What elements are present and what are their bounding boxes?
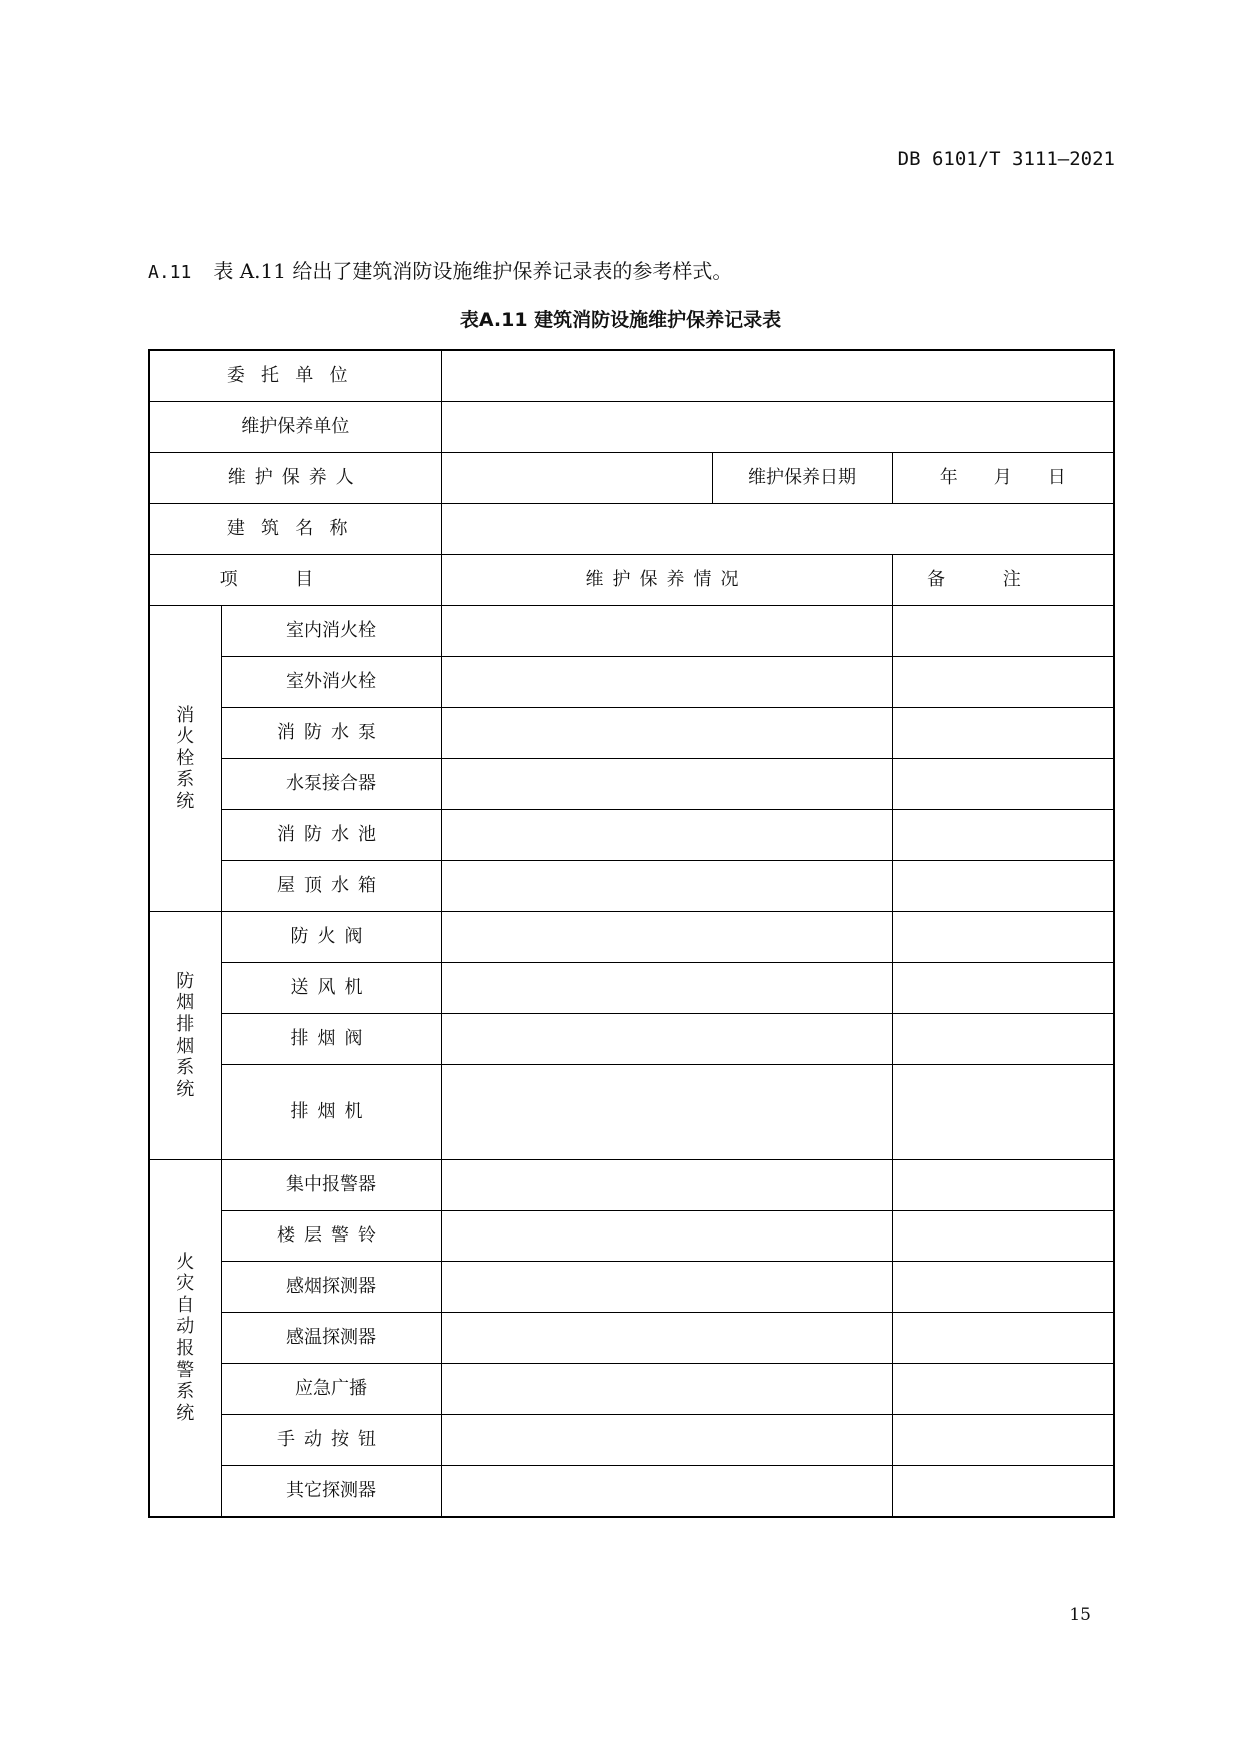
table-row	[149, 504, 1114, 555]
item-label: 防火阀	[221, 912, 441, 963]
item-label: 室外消火栓	[221, 657, 441, 708]
status-field[interactable]	[441, 810, 892, 861]
table-row	[149, 1065, 1114, 1160]
client-value-field[interactable]	[441, 350, 1114, 402]
item-label: 送风机	[221, 963, 441, 1014]
table-row	[149, 1262, 1114, 1313]
item-label: 楼层警铃	[221, 1211, 441, 1262]
remark-field[interactable]	[892, 963, 1114, 1014]
group-smoke-label: 防 烟 排 烟 系 统	[149, 912, 221, 1160]
table-row	[149, 1466, 1114, 1518]
col-remark-header: 备注	[892, 555, 1114, 606]
table-row	[149, 453, 1114, 504]
unit-value-field[interactable]	[441, 402, 1114, 453]
remark-field[interactable]	[892, 1466, 1114, 1518]
page-number: 15	[1069, 1605, 1091, 1625]
maintenance-record-table	[148, 349, 1115, 1518]
remark-field[interactable]	[892, 1065, 1114, 1160]
status-field[interactable]	[441, 1364, 892, 1415]
item-label: 手动按钮	[221, 1415, 441, 1466]
item-label: 感烟探测器	[221, 1262, 441, 1313]
table-row	[149, 606, 1114, 657]
remark-field[interactable]	[892, 1160, 1114, 1211]
group-hydrant-label: 消 火 栓 系 统	[149, 606, 221, 912]
date-value-field[interactable]	[892, 453, 1114, 504]
status-field[interactable]	[441, 708, 892, 759]
status-field[interactable]	[441, 1160, 892, 1211]
status-field[interactable]	[441, 1466, 892, 1518]
remark-field[interactable]	[892, 759, 1114, 810]
status-field[interactable]	[441, 1313, 892, 1364]
remark-field[interactable]	[892, 1262, 1114, 1313]
status-field[interactable]	[441, 1262, 892, 1313]
item-label: 室内消火栓	[221, 606, 441, 657]
item-label: 排烟阀	[221, 1014, 441, 1065]
remark-field[interactable]	[892, 1313, 1114, 1364]
status-field[interactable]	[441, 1415, 892, 1466]
table-row	[149, 1014, 1114, 1065]
status-field[interactable]	[441, 606, 892, 657]
table-row	[149, 708, 1114, 759]
status-field[interactable]	[441, 1014, 892, 1065]
table-row	[149, 759, 1114, 810]
intro-text: 表 A.11 给出了建筑消防设施维护保养记录表的参考样式。	[213, 259, 733, 283]
intro-paragraph	[148, 255, 732, 284]
item-label: 其它探测器	[221, 1466, 441, 1518]
table-row	[149, 810, 1114, 861]
date-year: 年	[939, 467, 958, 489]
remark-field[interactable]	[892, 861, 1114, 912]
remark-field[interactable]	[892, 1415, 1114, 1466]
remark-field[interactable]	[892, 912, 1114, 963]
item-label: 排烟机	[221, 1065, 441, 1160]
document-id: DB 6101/T 3111—2021	[897, 148, 1115, 170]
status-field[interactable]	[441, 1065, 892, 1160]
table-row	[149, 912, 1114, 963]
table-row	[149, 861, 1114, 912]
col-item-header: 项目	[149, 555, 441, 606]
status-field[interactable]	[441, 861, 892, 912]
item-label: 消防水池	[221, 810, 441, 861]
item-label: 感温探测器	[221, 1313, 441, 1364]
table-row	[149, 1160, 1114, 1211]
remark-field[interactable]	[892, 1014, 1114, 1065]
table-header-row	[149, 555, 1114, 606]
remark-field[interactable]	[892, 606, 1114, 657]
date-label: 维护保养日期	[712, 453, 892, 504]
date-month: 月	[993, 467, 1012, 489]
item-label: 消防水泵	[221, 708, 441, 759]
item-label: 水泵接合器	[221, 759, 441, 810]
person-value-field[interactable]	[441, 453, 712, 504]
date-day: 日	[1047, 467, 1066, 489]
table-row	[149, 350, 1114, 402]
item-label: 集中报警器	[221, 1160, 441, 1211]
table-row	[149, 963, 1114, 1014]
person-label: 维护保养人	[149, 453, 441, 504]
status-field[interactable]	[441, 759, 892, 810]
group-alarm-label: 火 灾 自 动 报 警 系 统	[149, 1160, 221, 1518]
clause-number: A.11	[148, 262, 192, 283]
remark-field[interactable]	[892, 810, 1114, 861]
item-label: 屋顶水箱	[221, 861, 441, 912]
status-field[interactable]	[441, 1211, 892, 1262]
table-row	[149, 1364, 1114, 1415]
remark-field[interactable]	[892, 1211, 1114, 1262]
status-field[interactable]	[441, 912, 892, 963]
table-row	[149, 402, 1114, 453]
status-field[interactable]	[441, 657, 892, 708]
table-row	[149, 1211, 1114, 1262]
table-row	[149, 657, 1114, 708]
col-status-header: 维护保养情况	[441, 555, 892, 606]
remark-field[interactable]	[892, 1364, 1114, 1415]
table-row	[149, 1313, 1114, 1364]
table-caption: 表A.11 建筑消防设施维护保养记录表	[459, 309, 782, 331]
client-label: 委托单位	[149, 350, 441, 402]
item-label: 应急广播	[221, 1364, 441, 1415]
table-row	[149, 1415, 1114, 1466]
status-field[interactable]	[441, 963, 892, 1014]
building-value-field[interactable]	[441, 504, 1114, 555]
unit-label: 维护保养单位	[149, 402, 441, 453]
remark-field[interactable]	[892, 657, 1114, 708]
remark-field[interactable]	[892, 708, 1114, 759]
building-label: 建筑名称	[149, 504, 441, 555]
